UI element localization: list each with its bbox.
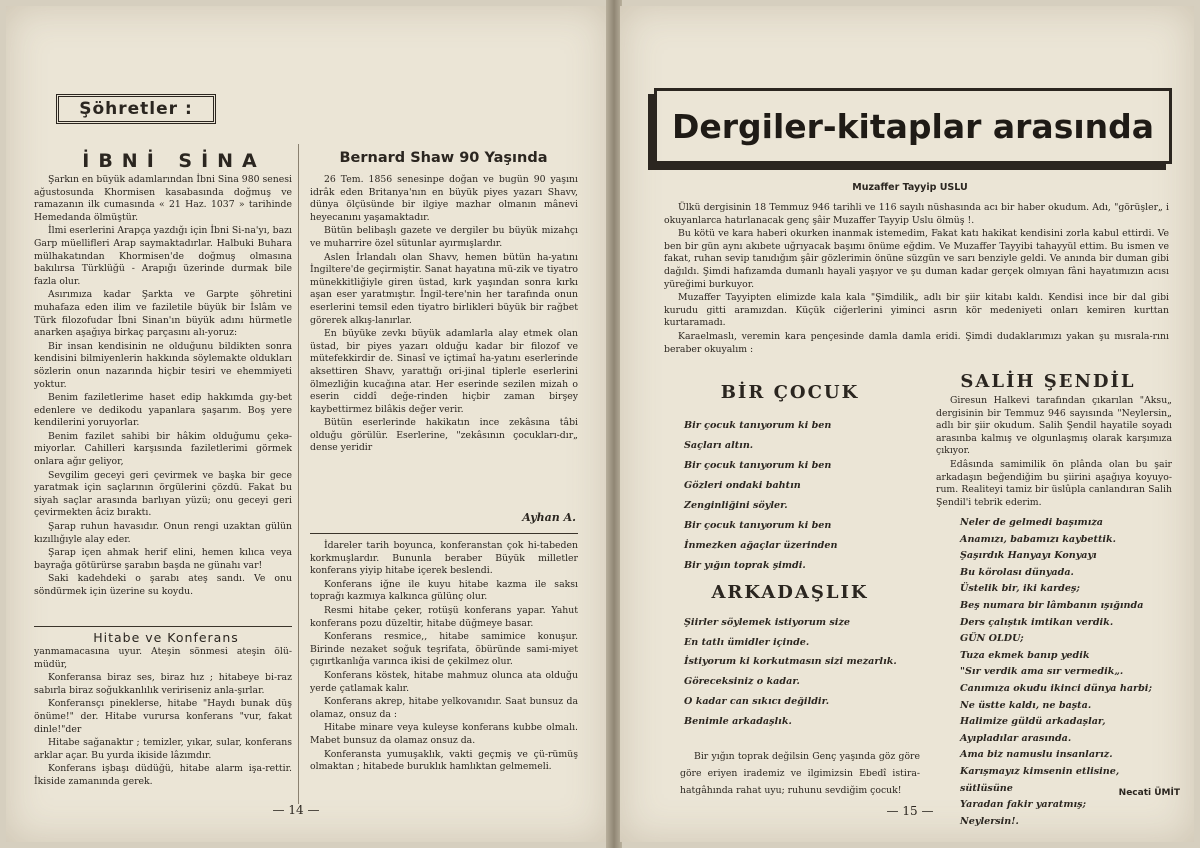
bernard-shaw-title: Bernard Shaw 90 Yaşında (339, 150, 548, 166)
poem-line: Tuza ekmek banıp yedik (960, 649, 1090, 661)
paragraph: İlmi eserlerini Arapça yazdığı için İbni Si-na'yı, bazı Garp müellifleri Arap saymaktadırlar. Halbuki Buhara mülhakatından Khormisen'de doğmuş olmasına bakılırsa Türklüğü - Arapığı üzerinde durmak bile fazla olur. (34, 225, 292, 287)
poem-arkadaslik (684, 613, 924, 731)
closing-paragraph (680, 748, 920, 800)
paragraph: Edâsında samimilik ön plânda olan bu şair arkadaşın beğendiğim bu şiirini aşağıya koyuyo-rum. Realiteyi tamiz bir üslûpla canlandıran Salih Şendil'i tebrik ederim. (936, 458, 1172, 508)
salih-sendil-signature: Necati ÜMİT (1118, 788, 1180, 798)
poem-line: O kadar can sıkıcı değildir. (684, 695, 830, 707)
poem-line: Neler de gelmedi başımıza (960, 517, 1104, 528)
right-page (620, 6, 1194, 842)
poem-line: Halimize güldü arkadaşlar, (960, 716, 1106, 728)
poem-line: Şaşırdık Hanyayı Konyayı (960, 550, 1097, 562)
hitabe-article-right (310, 540, 578, 775)
poem-title-bir-cocuk: BİR ÇOCUK (720, 382, 860, 403)
paragraph: Hitabe minare veya kuleyse konferans kubbe olmalı. Mabet bunsuz da olamaz onsuz da. (310, 722, 578, 746)
bernard-shaw-article (310, 174, 578, 456)
paragraph: Konferans resmice,, hitabe samimice konuşur. Birinde nezaket soğuk teşrifata, öbüründe sami-miyet çıgırtkanlığa varınca ikisi de çekilmez olur. (310, 631, 578, 668)
poem-line: Şiirler söylemek istiyorum size (684, 617, 850, 628)
paragraph: Bu kötü ve kara haberi okurken inanmak istemedim, Fakat katı hakikat kendisini zorla kabul ettirdi. Ve ben bir gün aynı akıbete uğrıyacak başımı önüme eğdim. Ve Muzaffer Tayyibi tahayyül ettim. Bu ismen ve fakat, ruhan sevip tanıdığım şâir gözlerimin önüne süzgün ve sarı benziyle geldi. Ve anında bir duman gibi dağıldı. Şimdi hafızamda dumanlı hayali yaşıyor ve şu duman kadar gerçek olmıyan fâni hayatımızın acısı yüreğimi burkuyor. (664, 228, 1169, 290)
poem-line: Neylersin!. (960, 815, 1019, 827)
paragraph: Bir insan kendisinin ne olduğunu bildikten sonra kendisini bilmiyenlerin hakkında söylemakte oldukları sözlerin onun nazarında hiçbir tesiri ve ehemmiyeti yoktur. (34, 340, 292, 390)
paragraph: Aslen İrlandalı olan Shavv, hemen bütün ha-yatını İngiltere'de geçirmiştir. Sanat hayatına mü-zik ve tiyatro münekkitliğiyle giren üstad, kırk yaşından sonra kırkı aşan eser yaratmıştır. İngil-tere'nin her tarafında onun eserlerini temsil eden tiyatro birlikleri büyük bir rağbet görerek alkış-lanırlar. (310, 251, 578, 326)
poem-line: Zenginliğini söyler. (684, 500, 788, 511)
left-page (6, 6, 608, 842)
poem-line: Göreceksiniz o kadar. (684, 676, 800, 688)
paragraph: Konferansta yumuşaklık, vakti geçmiş ve çü-rümüş olmaktan ; hitabede buruklık hamlıktan gelmemeli. (310, 748, 578, 773)
paragraph: Konferansçı pineklerse, hitabe "Haydı bunak düş önüme!" der. Hitabe vurursa konferans "vur, fakat dinle!"der (34, 698, 292, 735)
hitabe-title: Hitabe ve Konferans (93, 630, 239, 645)
paragraph: Bütün eserlerinde hakikatın ince zekâsına tâbi olduğu görülür. Eserlerine, "zekâsının çocukları-dır„ dense yeridir (310, 417, 578, 454)
poem-line: Yaradan fakir yaratmış; (960, 799, 1087, 811)
page-heading: Dergiler-kitaplar arasında (671, 106, 1155, 146)
poem-line: Anamızı, babamızı kaybettik. (960, 533, 1117, 545)
poem-line: İnmezken ağaçlar üzerinden (684, 540, 838, 551)
poem-line: Bir çocuk tanıyorum ki ben (684, 420, 832, 431)
paragraph: Konferans köstek, hitabe mahmuz olunca ata olduğu yerde çatlamak kalır. (310, 669, 578, 694)
paragraph: Bir yığın toprak değilsin Genç yaşında göz göre göre eriyen irademiz ve ilgimizsin Ebedî istira-hatgâhında rahat uyu; ruhunu sevdiğim çocuk! (680, 751, 920, 796)
article-author: Muzaffer Tayyip USLU (852, 182, 968, 193)
poem-line: Ama biz namuslu insanlarız. (960, 749, 1113, 761)
poem-line: Ders çalıştık imtikan verdik. (960, 616, 1114, 628)
paragraph: Konferans akrep, hitabe yelkovanıdır. Saat bunsuz da olamaz, onsuz da : (310, 696, 578, 720)
poem-line: Bir yığın toprak şimdi. (684, 560, 806, 571)
paragraph: Şarap ruhun havasıdır. Onun rengi uzaktan gülün kızıllığıyle alay eder. (34, 521, 292, 545)
poem-line: Benimle arkadaşlık. (684, 715, 792, 727)
page-number: — 14 — (272, 803, 320, 817)
poem-neylersin (960, 515, 1175, 830)
paragraph: yanmamacasına uyur. Ateşin sönmesi ateşin ölü-müdür, (34, 646, 292, 670)
paragraph: Sevgilim geceyi geri çevirmek ve başka bir gece yaratmak için saçlarının örgülerini çözdü. Fakat bu siyah saçlar arasında barlıyan yüzü; onu geceyi geri çevirmekten âciz bıraktı. (34, 469, 292, 519)
hitabe-article-left (34, 646, 292, 790)
section-label-box (56, 94, 216, 124)
paragraph: Karaelmaslı, veremin kara pençesinde damla damla eridi. Şimdi dudaklarımızı yakan şu mısrala-rını beraber okuyalım : (664, 330, 1169, 355)
paragraph: Muzaffer Tayyipten elimizde kala kala "Şimdilik„ adlı bir şiir kitabı kaldı. Kendisi ince bir dal gibi kurudu gitti aramızdan. Küçük ciğerlerini yiminci asrın kör medeniyeti onları kemiren kurttan kurtaramadı. (664, 292, 1169, 329)
ibni-sina-article (34, 174, 292, 600)
poem-line: İstiyorum ki korkutmasın sizi mezarlık. (684, 656, 897, 668)
heading-box (654, 88, 1172, 164)
ibni-sina-title: İBNİ SİNA (82, 150, 266, 172)
poem-line: "Sır verdik ama sır vermedik„. (960, 666, 1124, 678)
paragraph: En büyüke zevkı büyük adamlarla alay etmek olan üstad, bir piyes yazarı olduğu kadar bir filozof ve mütefekkirdir de. Sinasî ve içtimaî ha-yatını eserlerinde aksettiren Shavv, yarattığı ori-jinal tiplerle eserlerini ölmezliğin kucağına atar. Her eserinde sezilen mizah o eserin ciddî değe-rinden hiçbir zaman birşey kaybettirmez bilâkis değer verir. (310, 328, 578, 415)
poem-line: GÜN OLDU; (960, 633, 1024, 645)
section-rule (310, 533, 578, 534)
poem-line: Ne üstte kaldı, ne başta. (960, 699, 1092, 711)
poem-bir-cocuk (684, 416, 924, 576)
paragraph: Asırımıza kadar Şarkta ve Garpte şöhretini muhafaza eden ilim ve faziletile büyük bir İslâm ve Türk filozofudar İbni Sinan'ın büyük adını hürmetle anarken aşağıya birkaç parçasını alı-yoruz: (34, 289, 292, 339)
paragraph: Bütün belibaşlı gazete ve dergiler bu büyük mizahçı ve muharrire özel sütunlar ayırmışlardır. (310, 225, 578, 249)
salih-sendil-article (936, 395, 1172, 510)
paragraph: Şarap içen ahmak herif elini, hemen kılıca veya bayrağa götürürse şarabın başda ne günahı var! (34, 547, 292, 571)
column-divider (298, 144, 299, 804)
paragraph: Benim faziletlerime haset edip hakkımda gıy-bet edenlere ve dedikodu yapanlara şaşarım. Boş yere kendilerini yoruyorlar. (34, 392, 292, 429)
poem-line: Bir çocuk tanıyorum ki ben (684, 460, 832, 471)
poem-line: Canımıza okudu ikinci dünya harbi; (960, 682, 1152, 694)
paragraph: Konferans iğne ile kuyu hitabe kazma ile saksı toprağı kazmıya kalkınca gülünç olur. (310, 578, 578, 603)
poem-line: Ayıpladılar arasında. (960, 732, 1072, 744)
poem-line: Karışmayız kimsenin etlisine, sütlüsüne (960, 765, 1120, 794)
poem-line: En tatlı ümidler içinde. (684, 636, 810, 648)
intro-article (664, 202, 1169, 357)
paragraph: Ülkü dergisinin 18 Temmuz 946 tarihli ve 116 sayılı nüshasında acı bir haber okudum. Adı, "görüşler„ i okuyanlarca hatırlanacak genç şâir Muzaffer Tayyip Uslu ölmüş !. (664, 202, 1169, 226)
shaw-signature: Ayhan A. (522, 511, 576, 524)
poem-line: Bu körolası dünyada. (960, 566, 1074, 578)
page-number: — 15 — (886, 804, 934, 818)
paragraph: Resmi hitabe çeker, rotüşü konferans yapar. Yahut konferans pozu düzeltir, hitabe düğmeye basar. (310, 604, 578, 629)
poem-line: Bir çocuk tanıyorum ki ben (684, 520, 832, 531)
poem-line: Üstelik bir, iki kardeş; (960, 583, 1080, 595)
salih-sendil-title: SALİH ŞENDİL (960, 371, 1136, 392)
paragraph: 26 Tem. 1856 senesinpe doğan ve bugün 90 yaşını idrâk eden Britanya'nın en büyük piyes yazarı Shavv, dünya ölçüsünde bir ilgiye mazhar olmanın mânevi heyecanını yaşamaktadır. (310, 174, 578, 223)
paragraph: Hitabe sağanaktır ; temizler, yıkar, sular, konferans arklar açar. Bu yurda ikiside lâzımdır. (34, 737, 292, 761)
poem-line: Beş numara bir lâmbanın ışığında (960, 599, 1144, 611)
paragraph: Konferans işbaşı düdüğü, hitabe alarm işa-rettir. İkiside zamanında gerek. (34, 763, 292, 787)
section-rule (34, 626, 292, 627)
paragraph: Giresun Halkevi tarafından çıkarılan "Aksu„ dergisinin bir Temmuz 946 sayısında "Neylersin„ adlı bir şiir okudum. Salih Şendil hayatile soyadı arasınba kalmış ve olgunlaşmış olarak karşımıza çıkıyor. (936, 395, 1172, 457)
poem-line: Saçları altın. (684, 440, 754, 451)
section-label: Şöhretler : (79, 99, 193, 119)
paragraph: Benim fazilet sahibi bir hâkim olduğumu çekə-miyorlar. Cahilleri karşısında faziletlerimi görmek onlara ağır geliyor, (34, 430, 292, 468)
poem-line: Gözleri ondaki bahtın (684, 480, 801, 491)
paragraph: Şarkın en büyük adamlarından İbni Sina 980 senesi ağustosunda Khormisen kasabasında doğmuş ve ramazanın ilk cumasında « 21 Haz. 1037 » tarihinde Hemedanda ölmüştür. (34, 174, 292, 223)
paragraph: Konferansa biraz ses, biraz hız ; hitabeye bi-raz sabırla biraz soğukkanlılık veririseniz anla-şırlar. (34, 672, 292, 696)
paragraph: İdareler tarih boyunca, konferanstan çok hi-tabeden korkmuşlardır. Bununla beraber Büyük milletler konferans yiyip hitabe içerek beslendi. (310, 540, 578, 577)
paragraph: Saki kadehdeki o şarabı ateş sandı. Ve onu söndürmek için üzerine su koydu. (34, 573, 292, 597)
poem-title-arkadaslik: ARKADAŞLIK (711, 582, 869, 603)
